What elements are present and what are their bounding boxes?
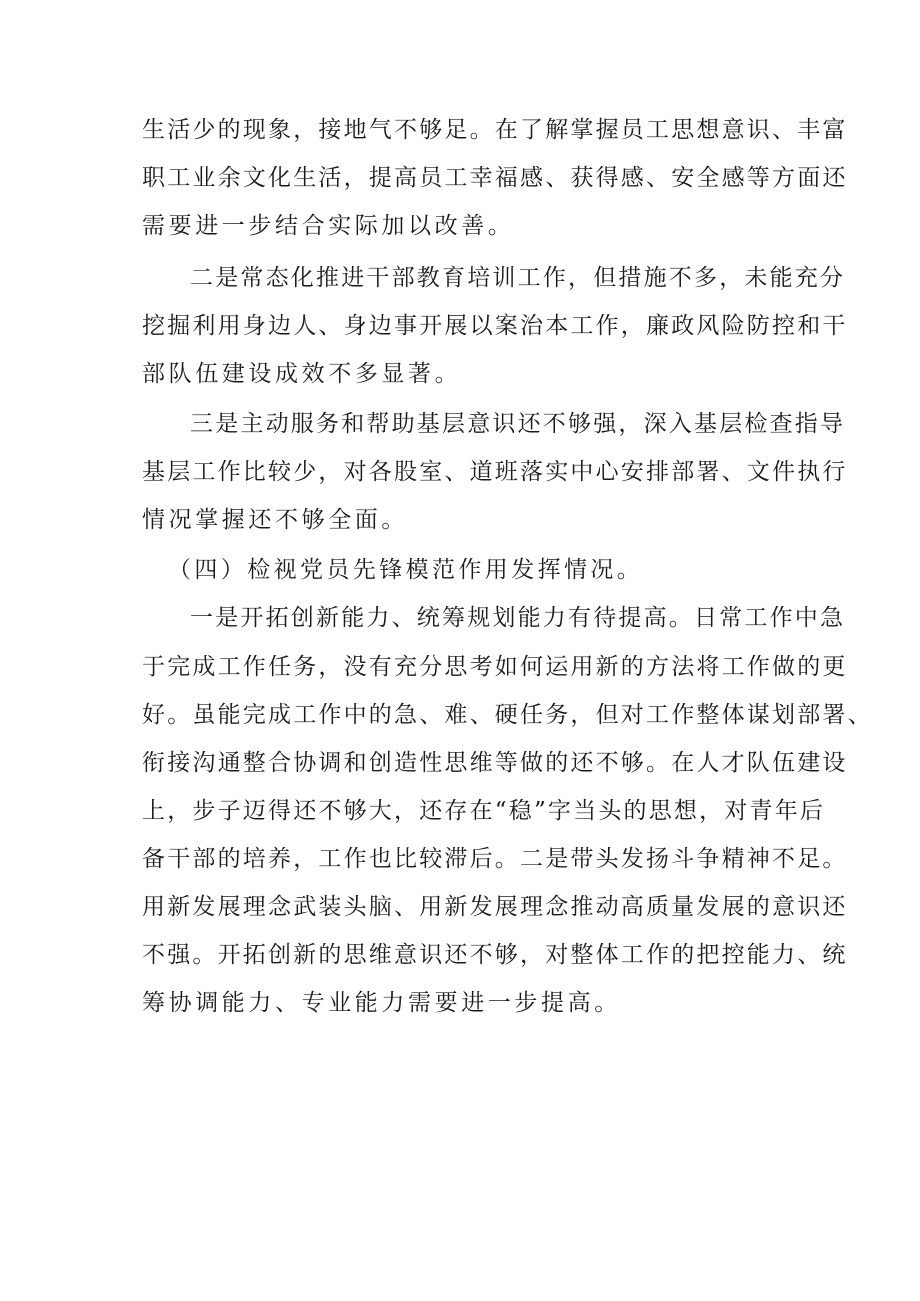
text-line: 上，步子迈得还不够大，还存在“稳”字当头的思想，对青年后 [142, 798, 826, 824]
text-line: 挖掘利用身边人、身边事开展以案治本工作，廉政风险防控和干 [142, 313, 848, 339]
text-line: 部队伍建设成效不多显著。 [142, 361, 462, 387]
text-line: 筹协调能力、专业能力需要进一步提高。 [142, 990, 621, 1016]
section-heading: （四）检视党员先锋模范作用发挥情况。 [168, 557, 644, 583]
text-line: 基层工作比较少，对各股室、道班落实中心安排部署、文件执行 [142, 459, 848, 485]
text-line: 一是开拓创新能力、统筹规划能力有待提高。日常工作中急 [190, 605, 846, 631]
text-line: 需要进一步结合实际加以改善。 [142, 213, 515, 239]
text-line: 不强。开拓创新的思维意识还不够，对整体工作的把控能力、统 [142, 942, 848, 968]
text-line: 职工业余文化生活，提高员工幸福感、获得感、安全感等方面还 [142, 165, 848, 191]
text-line: 衔接沟通整合协调和创造性思维等做的还不够。在人才队伍建设 [142, 750, 848, 776]
text-line: 于完成工作任务，没有充分思考如何运用新的方法将工作做的更 [142, 654, 848, 680]
text-line: 三是主动服务和帮助基层意识还不够强，深入基层检查指导 [190, 411, 846, 437]
text-line: 情况掌握还不够全面。 [142, 507, 408, 533]
text-line: 备干部的培养，工作也比较滞后。二是带头发扬斗争精神不足。 [142, 846, 848, 872]
text-line: 用新发展理念武装头脑、用新发展理念推动高质量发展的意识还 [142, 894, 848, 920]
text-line: 好。虽能完成工作中的急、难、硬任务，但对工作整体谋划部署、 [142, 702, 873, 728]
text-line: 二是常态化推进干部教育培训工作，但措施不多，未能充分 [190, 265, 846, 291]
text-line: 生活少的现象，接地气不够足。在了解掌握员工思想意识、丰富 [142, 117, 848, 143]
